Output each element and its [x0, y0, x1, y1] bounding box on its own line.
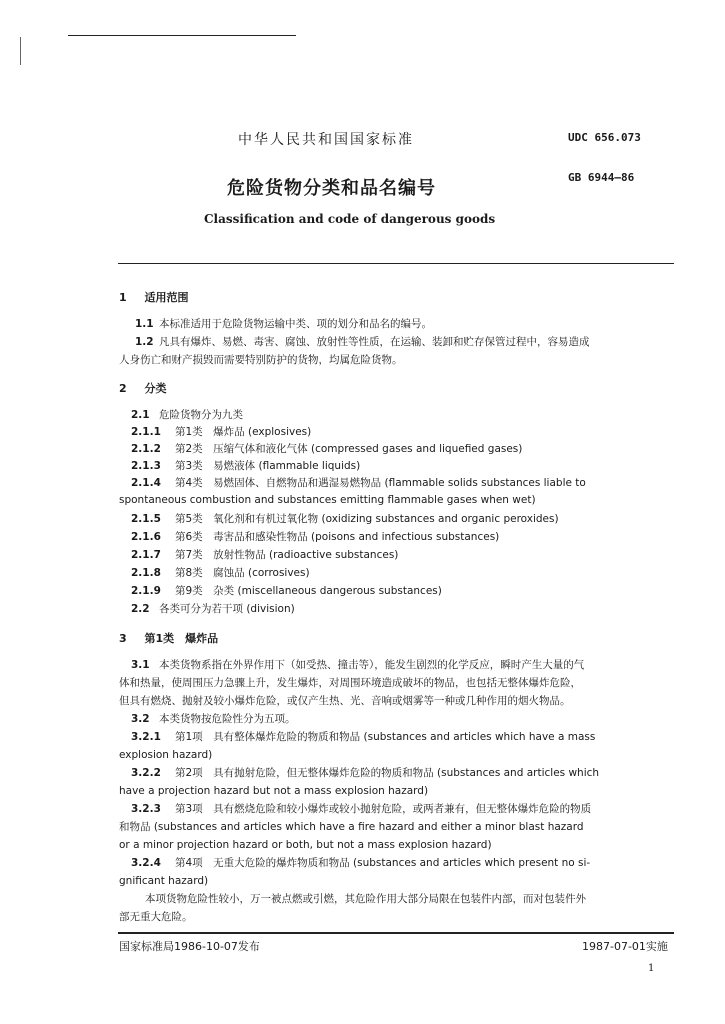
paragraph-line [119, 674, 581, 692]
standard-name: 中华人民共和国国家标准 [238, 132, 414, 148]
clause-number: 1.2 [135, 336, 154, 348]
clause-text: 第1类 爆炸品 (explosives) [175, 426, 312, 438]
paragraph-line [131, 854, 590, 872]
clause-text: 本类货物系指在外界作用下（如受热、撞击等），能发生剧烈的化学反应，瞬时产生大量的气 [159, 659, 585, 671]
paragraph-line [131, 800, 591, 818]
clause-text: 体和热量，使周围压力急骤上升，发生爆炸，对周围环境造成破坏的物品，也包括无整体爆炸危险， [119, 677, 581, 689]
paragraph-line [131, 528, 499, 546]
paragraph-line [119, 491, 536, 509]
clause-text: 人身伤亡和财产损毁而需要特别防护的货物，均属危险货物。 [119, 354, 403, 366]
paragraph-line [119, 836, 492, 854]
paragraph-line [131, 457, 360, 475]
clause-number: 2.1.8 [131, 567, 161, 579]
effective-date: 1987-07-01实施 [582, 940, 668, 953]
clause-text: gnificant hazard) [119, 875, 209, 887]
section-title: 分类 [144, 382, 167, 395]
clause-text: 第7类 放射性物品 (radioactive substances) [175, 549, 399, 561]
paragraph-line [131, 510, 559, 528]
clause-number: 3.2.2 [131, 767, 161, 779]
clause-text: 本标准适用于危险货物运输中类、项的划分和品名的编号。 [159, 318, 432, 330]
section-heading [119, 630, 218, 646]
paragraph-line [119, 782, 428, 800]
clause-text: 第6类 毒害品和感染性物品 (poisons and infectious substances) [175, 531, 500, 543]
clause-text: 本类货物按危险性分为五项。 [159, 713, 296, 725]
clause-number: 2.1.4 [131, 477, 161, 489]
section-number: 3 [119, 632, 127, 645]
gb-code: GB 6944—86 [568, 171, 635, 184]
paragraph-line [119, 351, 403, 369]
paragraph-line [145, 890, 586, 908]
page-number: 1 [648, 963, 655, 974]
clause-text: 第9类 杂类 (miscellaneous dangerous substances) [175, 585, 442, 597]
clause-text: 第5类 氧化剂和有机过氧化物 (oxidizing substances and organic peroxides) [175, 513, 559, 525]
paragraph-line [119, 818, 584, 836]
clause-text: 本项货物危险性较小，万一被点燃或引燃，其危险作用大部分局限在包装件内部，而对包装件外 [145, 893, 586, 905]
paragraph-line [131, 656, 584, 674]
clause-text: 第4类 易燃固体、自燃物品和遇湿易燃物品 (flammable solids substances liable to [175, 477, 586, 489]
section-heading [119, 289, 189, 305]
clause-text: 和物品 (substances and articles which have a fire hazard and either a minor blast hazard [119, 821, 584, 833]
paragraph-line [135, 333, 590, 351]
clause-text: 第3项 具有燃烧危险和较小爆炸或较小抛射危险，或两者兼有，但无整体爆炸危险的物质 [175, 803, 592, 815]
clause-text: 第2项 具有抛射危险，但无整体爆炸危险的物质和物品 (substances and articles which [175, 767, 600, 779]
clause-text: have a projection hazard but not a mass explosion hazard) [119, 785, 429, 797]
clause-text: 但具有燃烧、抛射及较小爆炸危险，或仅产生热、光、音响或烟雾等一种或几种作用的烟火物品。 [119, 695, 571, 707]
paragraph-line [135, 315, 432, 333]
paragraph-line [131, 582, 442, 600]
paragraph-line [131, 564, 310, 582]
published-date: 国家标准局1986-10-07发布 [119, 940, 260, 953]
clause-text: spontaneous combustion and substances emitting flammable gases when wet) [119, 494, 536, 506]
paragraph-line [131, 764, 599, 782]
clause-number: 2.1.7 [131, 549, 161, 561]
section-number: 1 [119, 291, 127, 304]
clause-number: 3.1 [131, 659, 150, 671]
clause-text: 第8类 腐蚀品 (corrosives) [175, 567, 310, 579]
title-english: Classification and code of dangerous goods [204, 212, 496, 226]
clause-number: 3.2.4 [131, 857, 161, 869]
section-number: 2 [119, 382, 127, 395]
paragraph-line [131, 406, 243, 424]
clause-number: 3.2.1 [131, 731, 161, 743]
clause-number: 3.2.3 [131, 803, 161, 815]
clause-number: 2.1.2 [131, 443, 161, 455]
footer-divider [118, 932, 674, 934]
clause-number: 2.1.1 [131, 426, 161, 438]
clause-number: 2.1 [131, 409, 150, 421]
clause-number: 2.1.5 [131, 513, 161, 525]
paragraph-line [131, 423, 311, 441]
paragraph-line [131, 440, 522, 458]
section-title: 适用范围 [144, 291, 189, 304]
clause-text: 部无重大危险。 [119, 911, 193, 923]
header-divider [118, 263, 674, 264]
top-rule [68, 35, 296, 36]
clause-text: 第2类 压缩气体和液化气体 (compressed gases and liquefied gases) [175, 443, 523, 455]
paragraph-line [131, 728, 595, 746]
clause-text: 第1项 具有整体爆炸危险的物质和物品 (substances and articles which have a mass [175, 731, 596, 743]
paragraph-line [119, 746, 212, 764]
clause-text: 第3类 易燃液体 (flammable liquids) [175, 460, 361, 472]
paragraph-line [131, 600, 295, 618]
paragraph-line [119, 872, 208, 890]
section-title: 第1类 爆炸品 [144, 632, 219, 645]
udc-code: UDC 656.073 [568, 131, 641, 144]
paragraph-line [119, 908, 193, 926]
clause-number: 2.1.9 [131, 585, 161, 597]
left-margin-line [20, 37, 21, 65]
title-chinese: 危险货物分类和品名编号 [227, 178, 436, 199]
clause-text: or a minor projection hazard or both, but not a mass explosion hazard) [119, 839, 492, 851]
clause-number: 2.1.6 [131, 531, 161, 543]
clause-number: 1.1 [135, 318, 154, 330]
clause-text: 危险货物分为九类 [159, 409, 243, 421]
paragraph-line [119, 692, 571, 710]
clause-number: 2.2 [131, 603, 150, 615]
section-heading [119, 380, 167, 396]
clause-text: 凡具有爆炸、易燃、毒害、腐蚀、放射性等性质，在运输、装卸和贮存保管过程中，容易造成 [159, 336, 590, 348]
clause-number: 2.1.3 [131, 460, 161, 472]
clause-text: 各类可分为若干项 (division) [159, 603, 295, 615]
paragraph-line [131, 474, 586, 492]
paragraph-line [131, 546, 398, 564]
clause-text: 第4项 无重大危险的爆炸物质和物品 (substances and articles which present no si- [175, 857, 591, 869]
clause-number: 3.2 [131, 713, 150, 725]
paragraph-line [131, 710, 296, 728]
clause-text: explosion hazard) [119, 749, 213, 761]
